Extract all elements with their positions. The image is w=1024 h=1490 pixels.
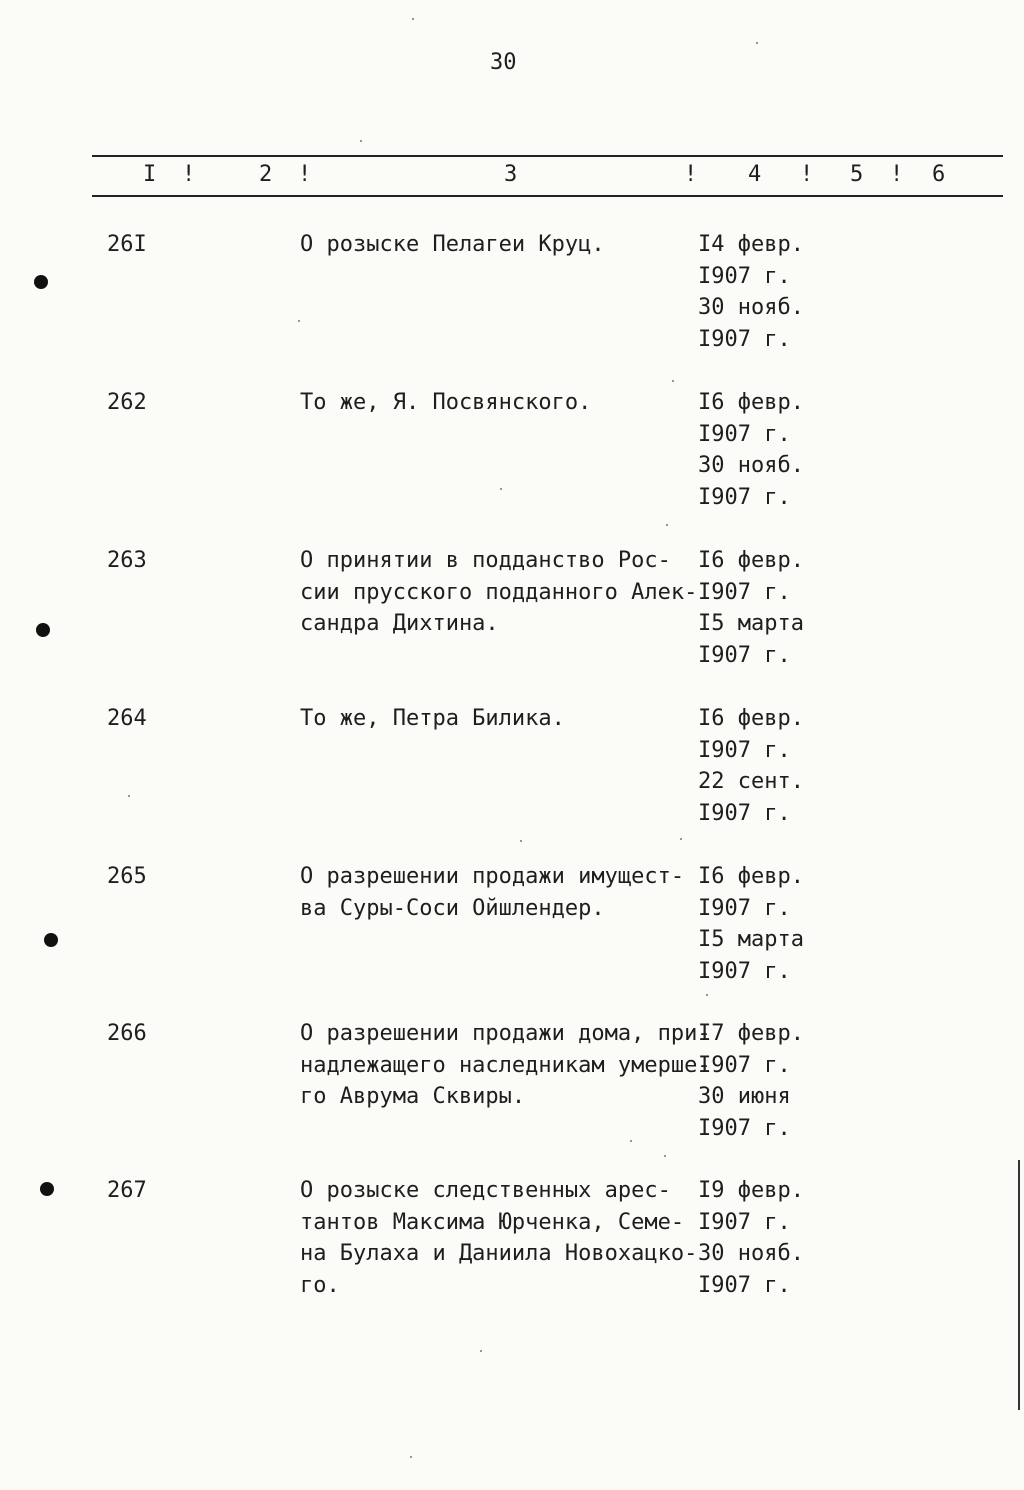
row-dates: I7 февр. I907 г. 30 июня I907 г. — [698, 1021, 804, 1141]
row-dates: I6 февр. I907 г. 22 сент. I907 г. — [698, 706, 804, 826]
row-description: То же, Петра Билика. — [300, 706, 565, 731]
punch-hole-mark — [34, 275, 48, 289]
header-separator-4: ! — [800, 162, 814, 187]
header-separator-2: ! — [298, 162, 312, 187]
scan-speck — [410, 1456, 412, 1458]
row-number: 266 — [107, 1021, 147, 1046]
header-col-1: I — [143, 162, 157, 187]
scan-speck — [298, 320, 300, 322]
scan-speck — [480, 1350, 482, 1352]
scan-speck — [706, 994, 708, 996]
row-dates: I6 февр. I907 г. 30 нояб. I907 г. — [698, 390, 804, 510]
scan-speck — [672, 380, 674, 382]
row-description: О розыске следственных арес- тантов Максима Юрченка, Семе- на Булаха и Даниила Новохацко- го. — [300, 1178, 698, 1298]
row-number: 264 — [107, 706, 147, 731]
row-number: 265 — [107, 864, 147, 889]
row-dates: I9 февр. I907 г. 30 нояб. I907 г. — [698, 1178, 804, 1298]
row-description: О розыске Пелагеи Круц. — [300, 232, 605, 257]
row-dates: I4 февр. I907 г. 30 нояб. I907 г. — [698, 232, 804, 352]
row-number: 26I — [107, 232, 147, 257]
header-separator-1: ! — [182, 162, 196, 187]
row-number: 267 — [107, 1178, 147, 1203]
row-description: О принятии в подданство Рос- сии прусского подданного Алек- сандра Дихтина. — [300, 548, 698, 636]
row-number: 262 — [107, 390, 147, 415]
scan-speck — [756, 42, 758, 44]
page-number: 30 — [490, 50, 517, 75]
scan-speck — [664, 1155, 666, 1157]
scan-speck — [128, 795, 130, 797]
row-number: 263 — [107, 548, 147, 573]
punch-hole-mark — [44, 933, 58, 947]
header-top-rule — [92, 155, 1003, 157]
scan-speck — [520, 840, 522, 842]
header-col-6: 6 — [932, 162, 946, 187]
punch-hole-mark — [36, 623, 50, 637]
header-bottom-rule — [92, 195, 1003, 197]
row-dates: I6 февр. I907 г. I5 марта I907 г. — [698, 864, 804, 984]
header-separator-3: ! — [684, 162, 698, 187]
scan-edge-line — [1018, 1160, 1020, 1410]
header-col-5: 5 — [850, 162, 864, 187]
scan-speck — [412, 18, 414, 20]
scan-speck — [360, 140, 362, 142]
punch-hole-mark — [40, 1182, 54, 1196]
row-description: О разрешении продажи дома, при- надлежащего наследникам умерше- го Аврума Сквиры. — [300, 1021, 711, 1109]
scan-speck — [500, 488, 502, 490]
header-col-3: 3 — [504, 162, 518, 187]
header-col-2: 2 — [259, 162, 273, 187]
row-description: То же, Я. Посвянского. — [300, 390, 592, 415]
row-description: О разрешении продажи имущест- ва Суры-Соси Ойшлендер. — [300, 864, 685, 921]
scan-speck — [680, 838, 682, 840]
header-col-4: 4 — [748, 162, 762, 187]
row-dates: I6 февр. I907 г. I5 марта I907 г. — [698, 548, 804, 668]
header-separator-5: ! — [890, 162, 904, 187]
scan-speck — [666, 524, 668, 526]
scan-speck — [630, 1140, 632, 1142]
